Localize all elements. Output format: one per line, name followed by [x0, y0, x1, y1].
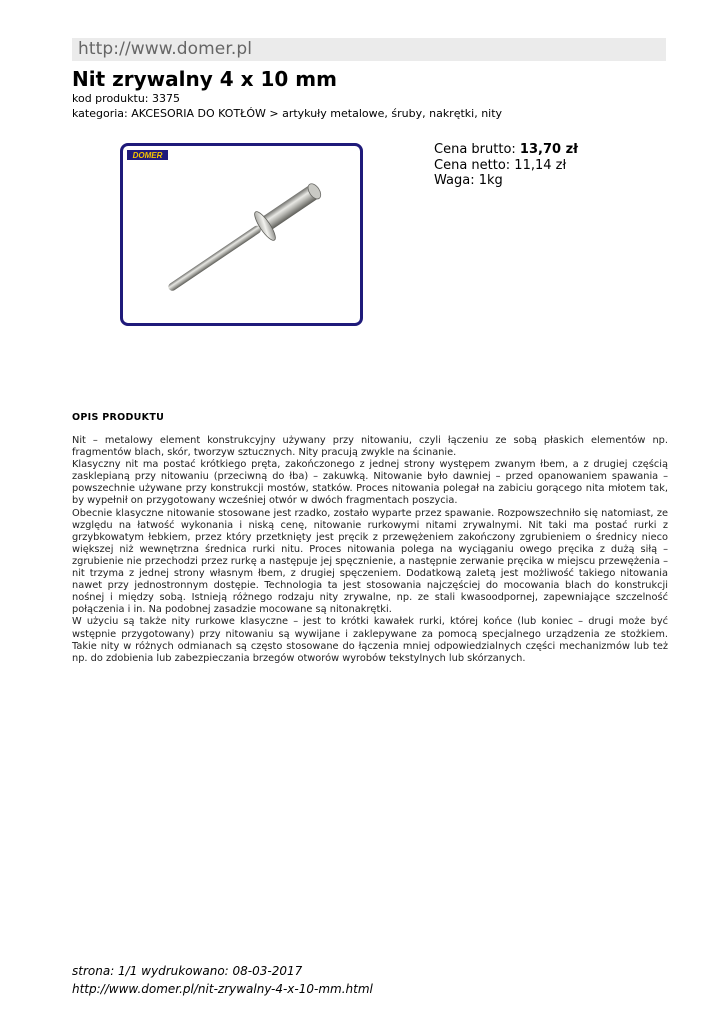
price-gross-label: Cena brutto:: [434, 142, 520, 157]
header-url[interactable]: http://www.domer.pl: [78, 39, 253, 59]
product-code: kod produktu: 3375: [72, 92, 180, 105]
header-url-bar: [72, 38, 666, 61]
domer-logo: [127, 150, 168, 160]
price-gross-value: 13,70 zł: [519, 142, 578, 157]
price-gross: [434, 142, 578, 158]
rivet-image: [123, 146, 360, 323]
footer-link[interactable]: http://www.domer.pl/nit-zrywalny-4-x-10-mm.html: [72, 982, 373, 996]
product-category: kategoria: AKCESORIA DO KOTŁÓW > artykuły metalowe, śruby, nakrętki, nity: [72, 107, 503, 120]
price-net: Cena netto: 11,14 zł: [434, 157, 567, 173]
weight: Waga: 1kg: [434, 173, 503, 188]
description-heading: OPIS PRODUKTU: [72, 412, 165, 423]
footer-page-info: strona: 1/1 wydrukowano: 08-03-2017: [72, 964, 303, 978]
description-paragraph: Nit – metalowy element konstrukcyjny używany przy nitowaniu, czyli łączeniu ze sobą płaskich elementów np. fragmentów blach, skór, tworzyw sztucznych. Nity pracują zwykle na ścinanie.: [72, 435, 668, 459]
description-paragraph: Obecnie klasyczne nitowanie stosowane jest rzadko, zostało wyparte przez spawanie. Rozpowszechniło się natomiast, ze względu na łatwość wykonania i niską cenę, nitowanie rurkowymi nitami zrywalnymi. Nit taki ma postać rurki z grzybkowatym łebkiem, przez który przetknięty jest pręcik z przewężeniem zakończony zgrubieniem o średnicy nieco większej niż wewnętrzna średnica rurki nitu. Proces nitowania polega na wyciąganiu owego pręcika z dużą siłą – zgrubienie nie przechodzi przez rurkę a następuje jej spęcznienie, a następnie zerwanie pręcika w miejscu przewężenia – nit trzyma z jednej strony własnym łbem, z drugiej spęczeniem. Dodatkową zaletą jest możliwość takiego nitowania nawet przy jednostronnym dostępie. Technologia ta jest stosowania najczęściej do mocowania blach do konstrukcji nośnej i między sobą. Istnieją różnego rodzaju nity zrywalne, np. ze stali kwasoodpornej, zapewniające szczelność połączenia i in. Na podobnej zasadzie mocowane są nitonakrętki.: [72, 507, 668, 616]
description-paragraph: Klasyczny nit ma postać krótkiego pręta, zakończonego z jednej strony występem zwanym łbem, a z drugiej częścią zasklepianą przy nitowaniu (przeciwną do łba) – zakuwką. Nitowanie było dawniej – przed opanowaniem spawania – powszechnie używane przy konstrukcji mostów, statków. Proces nitowania polegał na zabiciu gorącego nita młotem tak, by wypełnił on przygotowany wcześniej otwór w dwóch fragmentach poszycia.: [72, 459, 668, 507]
description-body: [72, 435, 668, 665]
product-title: Nit zrywalny 4 x 10 mm: [72, 67, 337, 91]
product-photo: [120, 143, 363, 326]
price-block: [434, 142, 578, 189]
logo-text: DOMER: [132, 151, 163, 160]
description-paragraph: W użyciu są także nity rurkowe klasyczne – jest to krótki kawałek rurki, której końce (lub koniec – drugi może być wstępnie przygotowany) przy nitowaniu są wywijane i zaklepywane za pomocą specjalnego urządzenia ze stożkiem. Takie nity w różnych odmianach są często stosowane do łączenia mniej odpowiedzialnych części mechanizmów lub też np. do zdobienia lub zabezpieczania brzegów otworów wyrobów tekstylnych lub skórzanych.: [72, 616, 668, 664]
